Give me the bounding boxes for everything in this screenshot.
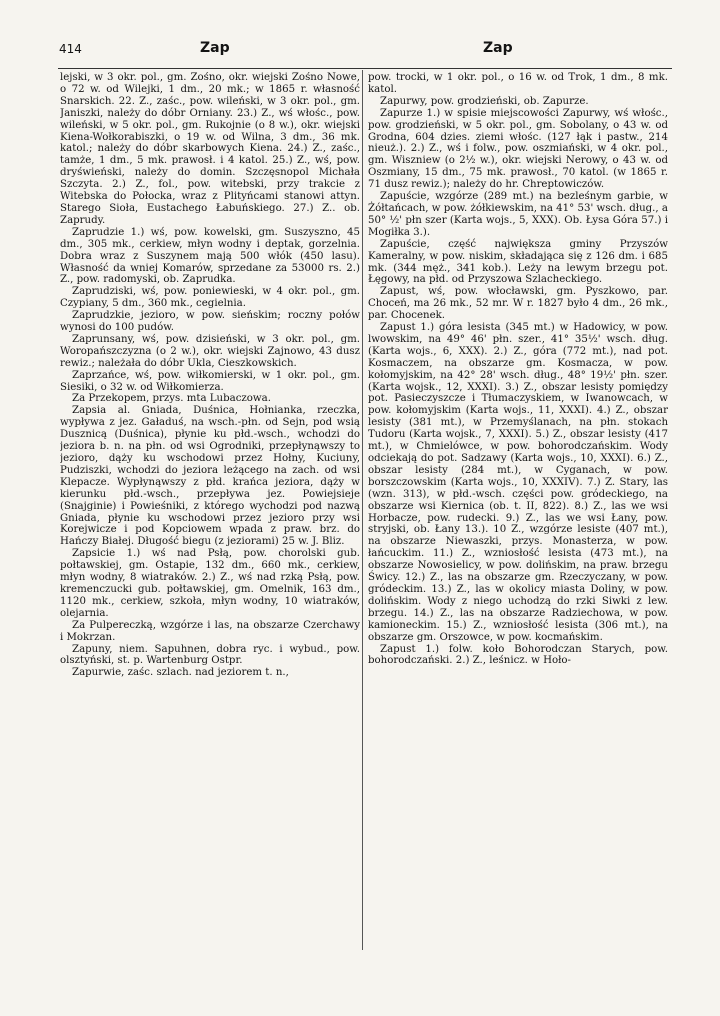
entry-continuation: pow. trocki, w 1 okr. pol., o 16 w. od Trok, 1 dm., 8 mk. katol. — [368, 72, 668, 95]
entry-za-przekopem: Za Przekopem, przys. mta Lubaczowa. — [72, 393, 271, 405]
entry-zapust-folwark: Zapust 1.) folw. koło Bohorodczan Starych, pow. bohorodczański. 2.) Z., leśnicz. w Hoło- — [368, 643, 668, 667]
entry-zaprudziski: Zaprudziski, wś, pow. poniewieski, w 4 okr. pol., gm. Czypiany, 5 dm., 360 mk., cegielnia. — [60, 286, 360, 310]
entry-zapuscie-village: Zapuście, część największa gminy Przyszów Kameralny, w pow. niskim, składająca się z 126 dm. i 685 mk. (344 męż., 341 kob.). Leży na lewym brzegu pot. Łęgowy, na płd. od Przyszowa Szlacheckiego. — [368, 238, 668, 286]
page-header — [0, 38, 720, 60]
column-divider — [362, 70, 363, 950]
entry-zapsia: Zapsia al. Gniada, Duśnica, Hołnianka, rzeczka, wypływa z jez. Gaładuś, na wsch.-płn. od Sejn, pod wsią Dusznicą (Duśnica), płynie ku płd.-wsch., wchodzi do jeziora b. n. na płn. od wsi Ogrodniki, przepłynąwszy to jezioro, dąży ku wschodowi przez Hołny, Kuciuny, Pudziszki, wchodzi do jeziora leżącego na zach. od wsi Klepacze. Wypłynąwszy z płd. krańca jeziora, dąży w kierunku płd.-wsch., przepływa jez. Powiejsieje (Snajginie) i Powieśniki, z którego wychodzi pod nazwą Gniada, płynie ku wschodowi przez jezioro przy wsi Korejwicze i pod Kopciowem wpada z praw. brz. do Hańczy Białej. Długość biegu (z jeziorami) 25 w. J. Bliz. — [60, 405, 360, 548]
entry-za-pulpereczka: Za Pulpereczką, wzgórze i las, na obszarze Czerchawy i Mokrzan. — [60, 619, 360, 643]
entry-zapurwy: Zapurwy, pow. grodzieński, ob. Zapurze. — [380, 95, 589, 107]
right-column — [368, 72, 668, 972]
header-rule — [58, 68, 672, 69]
right-running-head: Zap — [483, 40, 513, 56]
entry-zaprudzkie: Zaprudzkie, jezioro, w pow. sieńskim; roczny połów wynosi do 100 pudów. — [60, 310, 360, 334]
entry-zapsicie: Zapsicie 1.) wś nad Psłą, pow. chorolski gub. połtawskiej, gm. Ostapie, 132 dm., 660 mk., cerkiew, młyn wodny, 8 wiatraków. 2.) Z., wś nad rzką Psłą, pow. kremenczucki gub. połtawskiej, gm. Omelnik, 163 dm., 1120 mk., cerkiew, szkoła, młyn wodny, 10 wiatraków, olejarnia. — [60, 548, 360, 619]
entry-zapust-mountain: Zapust 1.) góra lesista (345 mt.) w Hadowicy, w pow. lwowskim, na 49° 46' płn. szer., 41° 35½' wsch. dług. (Karta wojs., 6, XXX). 2.) Z., góra (772 mt.), nad pot. Kosmaczem, na obszarze gm. Kosmacza, w pow. kołomyjskim, na 42° 28' wsch. dług., 48° 19½' płn. szer. (Karta wojsk., 12, XXXI). 3.) Z., obszar lesisty pomiędzy pot. Pasieczyszcze i Tłumaczyskiem, w Iwanowcach, w pow. kołomyjskim (Karta wojs., 11, XXXI). 4.) Z., obszar lesisty (381 mt.), w Przemyślanach, na płn. stokach Tudoru (Karta wojsk., 7, XXXI). 5.) Z., obszar lesisty (417 mt.), w Chmielówce, w pow. bohorodczańskim. Wody odciekają do pot. Sadzawy (Karta wojs., 10, XXXI). 6.) Z., obszar lesisty (284 mt.), w Cyganach, w pow. borszczowskim (Karta wojs., 10, XXXIV). 7.) Z. Stary, las (wzn. 313), w płd.-wsch. części pow. gródeckiego, na obszarze wsi Kiernica (ob. t. II, 822). 8.) Z., las we wsi Horbacze, pow. rudecki. 9.) Z., las we wsi Łany, pow. stryjski, ob. Łany 13.). 10 Z., wzgórze lesiste (407 mt.), na obszarze Niewaszki, przys. Monasterza, w pow. łańcuckim. 11.) Z., wzniosłość lesista (473 mt.), na obszarze Nowosielicy, w pow. dolińskim, na praw. brzegu Świcy. 12.) Z., las na obszarze gm. Rzeczyczany, w pow. gródeckim. 13.) Z., las w okolicy miasta Doliny, w pow. dolińskim. Wody z niego uchodzą do rzki Siwki z lew. brzegu. 14.) Z., las na obszarze Radziechowa, w pow. kamioneckim. 15.) Z., wzniosłość lesista (306 mt.), na obszarze gm. Orszowce, w pow. kocmańskim. — [368, 322, 668, 643]
left-running-head: Zap — [200, 40, 230, 56]
entry-zaprunsany: Zaprunsany, wś, pow. dzisieński, w 3 okr. pol., gm. Woropańszczyzna (o 2 w.), okr. wiejski Zajnowo, 43 dusz rewiz.; należała do dóbr Ukla, Cieszkowskich. — [60, 333, 360, 369]
entry-continuation: lejski, w 3 okr. pol., gm. Żośno, okr. wiejski Żośno Nowe, o 72 w. od Wilejki, 1 dm., 20 mk.; w 1865 r. własność Snarskich. 22. Z., zaśc., pow. wileński, w 3 okr. pol., gm. Janiszki, należy do dóbr Orniany. 23.) Z., wś włośc., pow. wileński, w 5 okr. pol., gm. Rukojnie (o 8 w.), okr. wiejski Kiena-Wołkorabiszki, o 19 w. od Wilna, 3 dm., 36 mk. katol.; należy do dóbr skarbowych Kiena. 24.) Z., zaśc., tamże, 1 dm., 5 mk. prawosł. i 4 katol. 25.) Z., wś, pow. dryświeński, należy do domin. Szczęsnopol Michała Szczyta. 2.) Z., fol., pow. witebski, przy trakcie z Witebska do Połocka, wraz z Plityńcami stanowi attyn. Starego Sioła, Eustachego Łabuńskiego. 27.) Z.. ob. Zaprudy. — [60, 72, 360, 226]
entry-zapurze: Zapurze 1.) w spisie miejscowości Zapurwy, wś włośc., pow. grodzieński, w 5 okr. pol., gm. Sobolany, o 43 w. od Grodna, 604 dzies. ziemi włośc. (127 łąk i pastw., 214 nieuż.). 2.) Z., wś i folw., pow. oszmiański, w 4 okr. pol., gm. Wiszniew (o 2½ w.), okr. wiejski Nerowy, o 43 w. od Oszmiany, 15 dm., 75 mk. prawosł., 70 katol. (w 1865 r. 71 dusz rewiz.); należy do hr. Chreptowiczów. — [368, 107, 668, 191]
entry-zapust-village: Zapust, wś, pow. włocławski, gm. Pyszkowo, par. Choceń, ma 26 mk., 52 mr. W r. 1827 było 4 dm., 26 mk., par. Chocenek. — [368, 286, 668, 322]
page-number: 414 — [59, 42, 82, 56]
entry-zapurwie: Zapurwie, zaśc. szlach. nad jeziorem t. n., — [72, 667, 289, 679]
left-column — [60, 72, 360, 972]
entry-zapuscie-hill: Zapuście, wzgórze (289 mt.) na bezleśnym garbie, w Żółtańcach, w pow. żółkiewskim, na 41° 53' wsch. dług., a 50° ½' płn szer (Karta wojs., 5, XXX). Ob. Łysa Góra 57.) i Mogiłka 3.). — [368, 191, 668, 238]
entry-zapuny: Zapuny, niem. Sapuhnen, dobra ryc. i wybud., pow. olsztyński, st. p. Wartenburg Ostpr. — [60, 643, 360, 667]
entry-zaprudzie: Zaprudzie 1.) wś, pow. kowelski, gm. Suszyszno, 45 dm., 305 mk., cerkiew, młyn wodny i deptak, gorzelnia. Dobra wraz z Suszynem mają 500 włók (450 lasu). Własność da wniej Komarów, sprzedane za 53000 rs. 2.) Z., pow. radomyski, ob. Zaprudka. — [60, 226, 360, 286]
entry-zaprzance: Zaprzańce, wś, pow. wiłkomierski, w 1 okr. pol., gm. Siesiki, o 32 w. od Wiłkomierza. — [60, 369, 360, 393]
